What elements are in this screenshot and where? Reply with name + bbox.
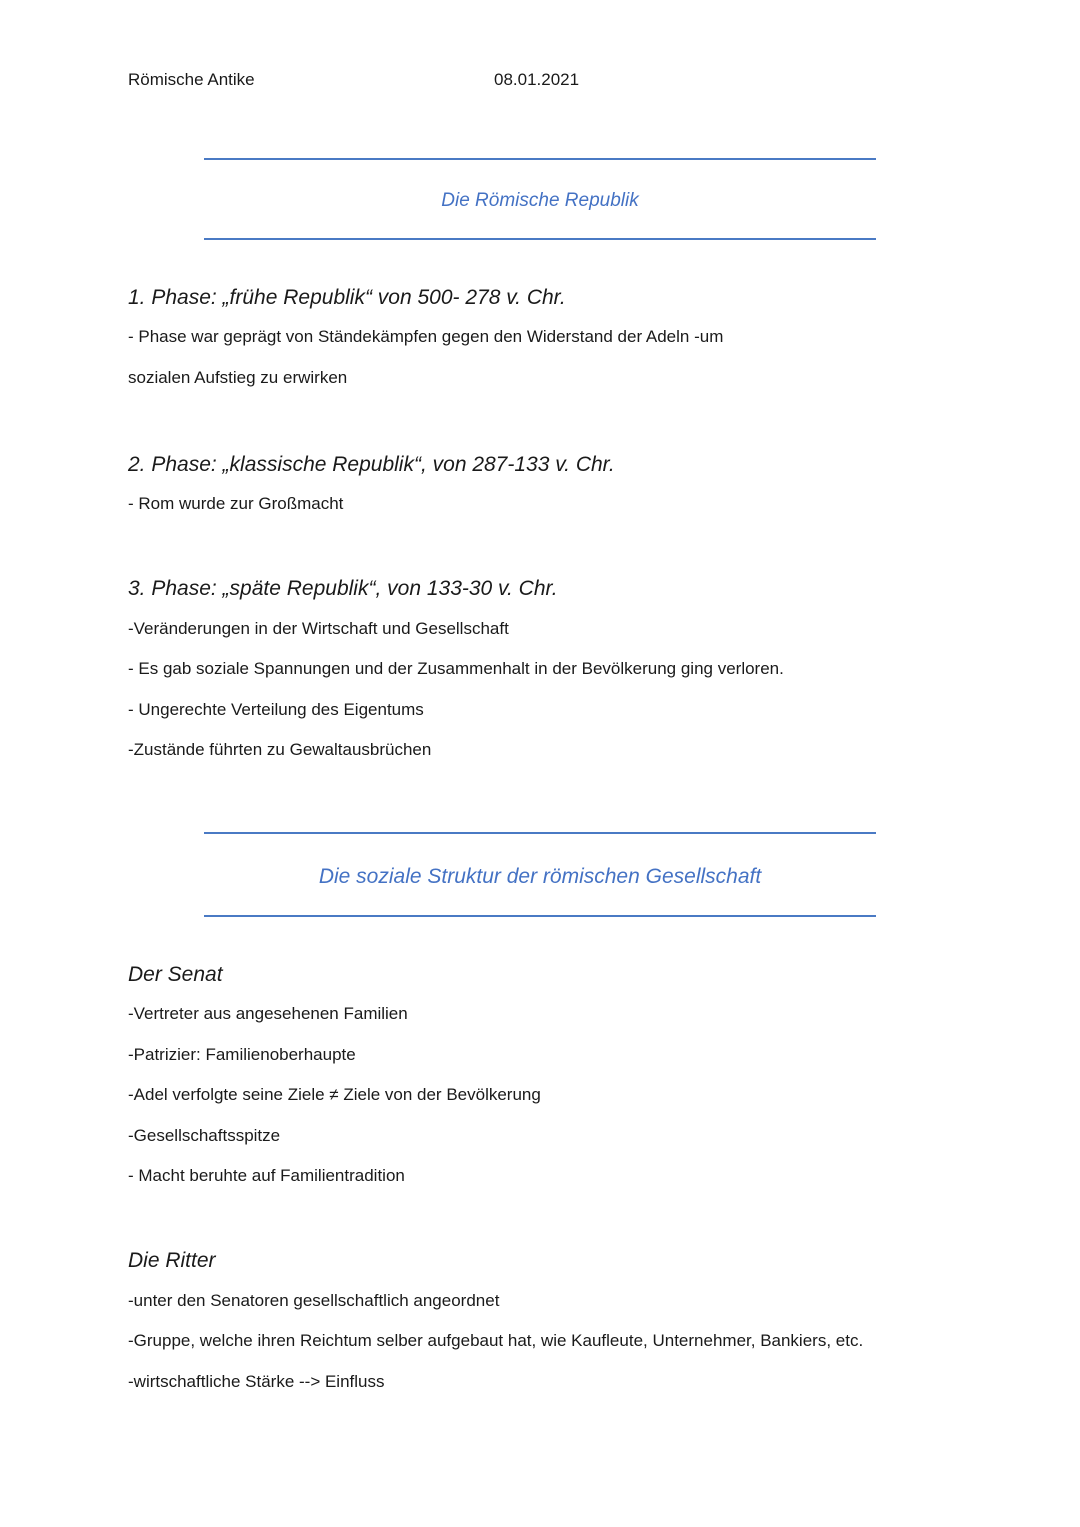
phase-3-heading: 3. Phase: „späte Republik“, von 133-30 v. Chr. (128, 577, 558, 600)
phase-1-line: sozialen Aufstieg zu erwirken (128, 368, 348, 387)
header-subject: Römische Antike (128, 70, 255, 89)
phase-3-line: - Es gab soziale Spannungen und der Zusammenhalt in der Bevölkerung ging verloren. (128, 659, 784, 678)
phase-1-heading: 1. Phase: „frühe Republik“ von 500- 278 v. Chr. (128, 286, 566, 309)
header-date: 08.01.2021 (494, 70, 580, 89)
senat-line: - Macht beruhte auf Familientradition (128, 1166, 405, 1185)
phase-3-line: -Veränderungen in der Wirtschaft und Gesellschaft (128, 619, 509, 638)
phase-3-line: - Ungerechte Verteilung des Eigentums (128, 700, 424, 719)
senat-heading: Der Senat (128, 963, 223, 986)
phase-2-line: - Rom wurde zur Großmacht (128, 494, 344, 513)
phase-1-line: - Phase war geprägt von Ständekämpfen gegen den Widerstand der Adeln -um (128, 327, 724, 346)
banner-rule-top (204, 832, 876, 834)
senat-line: -Patrizier: Familienoberhaupte (128, 1045, 356, 1064)
senat-line: -Gesellschaftsspitze (128, 1126, 281, 1145)
banner-rule-top (204, 158, 876, 160)
banner-rule-bottom (204, 915, 876, 917)
ritter-heading: Die Ritter (128, 1249, 216, 1272)
phase-2-heading: 2. Phase: „klassische Republik“, von 287-133 v. Chr. (128, 453, 615, 476)
senat-line: -Adel verfolgte seine Ziele ≠ Ziele von der Bevölkerung (128, 1085, 541, 1104)
banner-title-republic: Die Römische Republik (441, 190, 639, 211)
ritter-line: -unter den Senatoren gesellschaftlich angeordnet (128, 1291, 500, 1310)
ritter-line: -Gruppe, welche ihren Reichtum selber aufgebaut hat, wie Kaufleute, Unternehmer, Bankiers, etc. (128, 1331, 864, 1350)
banner-rule-bottom (204, 238, 876, 240)
senat-line: -Vertreter aus angesehenen Familien (128, 1004, 408, 1023)
banner-title-social-structure: Die soziale Struktur der römischen Gesellschaft (318, 865, 762, 888)
phase-3-line: -Zustände führten zu Gewaltausbrüchen (128, 740, 432, 759)
ritter-line: -wirtschaftliche Stärke --> Einfluss (128, 1372, 385, 1391)
